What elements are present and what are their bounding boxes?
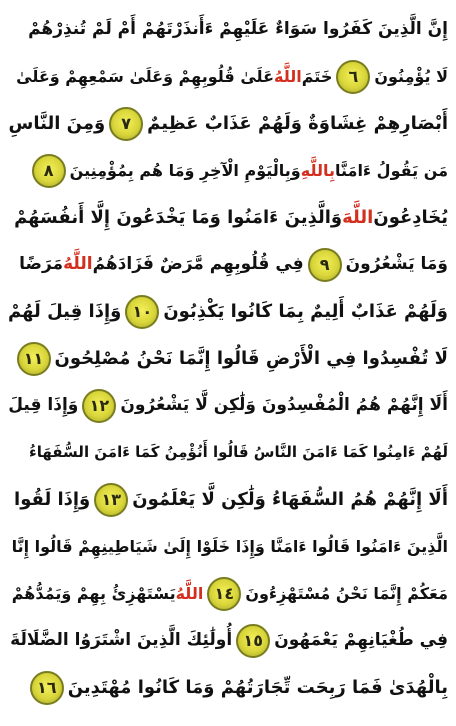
verse-text: فِي قُلُوبِهِم مَّرَضٌ فَزَادَهُمُ bbox=[92, 254, 304, 274]
ayah-number-marker: ١٣ bbox=[94, 483, 128, 517]
verse-line bbox=[8, 664, 448, 711]
verse-line bbox=[8, 100, 448, 147]
verse-text: أَلَا إِنَّهُمْ هُمُ السُّفَهَاءُ وَلَٰكِن لَّا يَعْلَمُونَ bbox=[132, 489, 448, 510]
ayah-number-marker: ١٠ bbox=[125, 295, 159, 329]
verse-line bbox=[8, 523, 448, 570]
verse-text: وَلَهُمْ عَذَابٌ أَلِيمٌ بِمَا كَانُوا يَكْذِبُونَ bbox=[163, 301, 448, 322]
verse-text: بِالْهُدَىٰ فَمَا رَبِحَت تِّجَارَتُهُمْ وَمَا كَانُوا مُهْتَدِينَ bbox=[67, 677, 448, 698]
verse-text: أَبْصَارِهِمْ غِشَاوَةٌ وَلَهُمْ عَذَابٌ عَظِيمٌ bbox=[147, 113, 448, 134]
ayah-number-marker: ٩ bbox=[308, 248, 342, 282]
ayah-number-marker: ١٥ bbox=[236, 624, 270, 658]
ayah-number-marker: ٨ bbox=[32, 154, 66, 188]
divine-name-text: اللَّهَ bbox=[342, 207, 374, 228]
verse-line bbox=[8, 617, 448, 664]
ayah-number-marker: ٦ bbox=[336, 60, 370, 94]
verse-text: مَرَضًا bbox=[19, 254, 64, 274]
verse-line bbox=[8, 476, 448, 523]
verse-line bbox=[8, 335, 448, 382]
verse-line bbox=[8, 53, 448, 100]
divine-name-text: اللَّهُ bbox=[63, 254, 93, 274]
verse-line bbox=[8, 382, 448, 429]
verse-text: وَإِذَا لَقُوا bbox=[14, 489, 91, 510]
ayah-number-marker: ١٤ bbox=[207, 577, 241, 611]
divine-name-text: بِاللَّهِ bbox=[300, 161, 335, 180]
verse-text: عَلَىٰ قُلُوبِهِمْ وَعَلَىٰ سَمْعِهِمْ وَعَلَىٰ bbox=[16, 67, 274, 86]
verse-text: وَإِذَا قِيلَ لَهُمْ bbox=[8, 301, 122, 322]
verse-line bbox=[8, 241, 448, 288]
verse-text: يَسْتَهْزِئُ بِهِمْ وَيَمُدُّهُمْ bbox=[11, 584, 176, 603]
verse-text: فِي طُغْيَانِهِمْ يَعْمَهُونَ bbox=[274, 630, 448, 650]
verse-text: الَّذِينَ ءَامَنُوا قَالُوا ءَامَنَّا وَإِذَا خَلَوْا إِلَىٰ شَيَاطِينِهِمْ قَالُوا إِنَّا bbox=[11, 537, 448, 556]
verse-text: وَإِذَا قِيلَ bbox=[8, 395, 79, 415]
divine-name-text: اللَّهُ bbox=[274, 67, 302, 86]
ayah-number-marker: ١٢ bbox=[82, 389, 116, 423]
verse-text: أَلَا إِنَّهُمْ هُمُ الْمُفْسِدُونَ وَلَٰكِن لَّا يَشْعُرُونَ bbox=[120, 395, 448, 415]
ayah-number-marker: ٧ bbox=[109, 107, 143, 141]
verse-text: أُولَٰئِكَ الَّذِينَ اشْتَرَوُا الضَّلَالَةَ bbox=[10, 630, 233, 650]
verse-text: يُخَادِعُونَ bbox=[373, 207, 448, 228]
verse-line bbox=[8, 6, 448, 53]
verse-text: مَن يَقُولُ ءَامَنَّا bbox=[335, 161, 448, 180]
verse-text: وَالَّذِينَ ءَامَنُوا وَمَا يَخْدَعُونَ إِلَّا أَنفُسَهُمْ bbox=[14, 207, 343, 228]
verse-text: وَبِالْيَوْمِ الْآخِرِ وَمَا هُم بِمُؤْمِنِينَ bbox=[69, 161, 301, 180]
verse-text: إِنَّ الَّذِينَ كَفَرُوا سَوَاءٌ عَلَيْهِمْ ءَأَنذَرْتَهُمْ أَمْ لَمْ تُنذِرْهُمْ bbox=[28, 19, 448, 39]
divine-name-text: اللَّهُ bbox=[175, 584, 204, 603]
verse-text: لَهُمْ ءَامِنُوا كَمَا ءَامَنَ النَّاسُ قَالُوا أَنُؤْمِنُ كَمَا ءَامَنَ السُّفَهَاءُ bbox=[29, 443, 448, 461]
verse-text: وَمِنَ النَّاسِ bbox=[8, 113, 106, 134]
verse-text: لَا يُؤْمِنُونَ bbox=[374, 67, 448, 86]
verse-text: وَمَا يَشْعُرُونَ bbox=[345, 254, 448, 274]
verse-line bbox=[8, 194, 448, 241]
verse-text: خَتَمَ bbox=[301, 67, 333, 86]
verse-text: مَعَكُمْ إِنَّمَا نَحْنُ مُسْتَهْزِءُونَ bbox=[245, 584, 448, 603]
ayah-number-marker: ١٦ bbox=[30, 671, 64, 705]
verse-text: لَا تُفْسِدُوا فِي الْأَرْضِ قَالُوا إِنَّمَا نَحْنُ مُصْلِحُونَ bbox=[54, 348, 448, 369]
verse-line bbox=[8, 147, 448, 194]
ayah-number-marker: ١١ bbox=[17, 342, 51, 376]
verse-line bbox=[8, 288, 448, 335]
verse-line bbox=[8, 570, 448, 617]
verse-line bbox=[8, 429, 448, 476]
